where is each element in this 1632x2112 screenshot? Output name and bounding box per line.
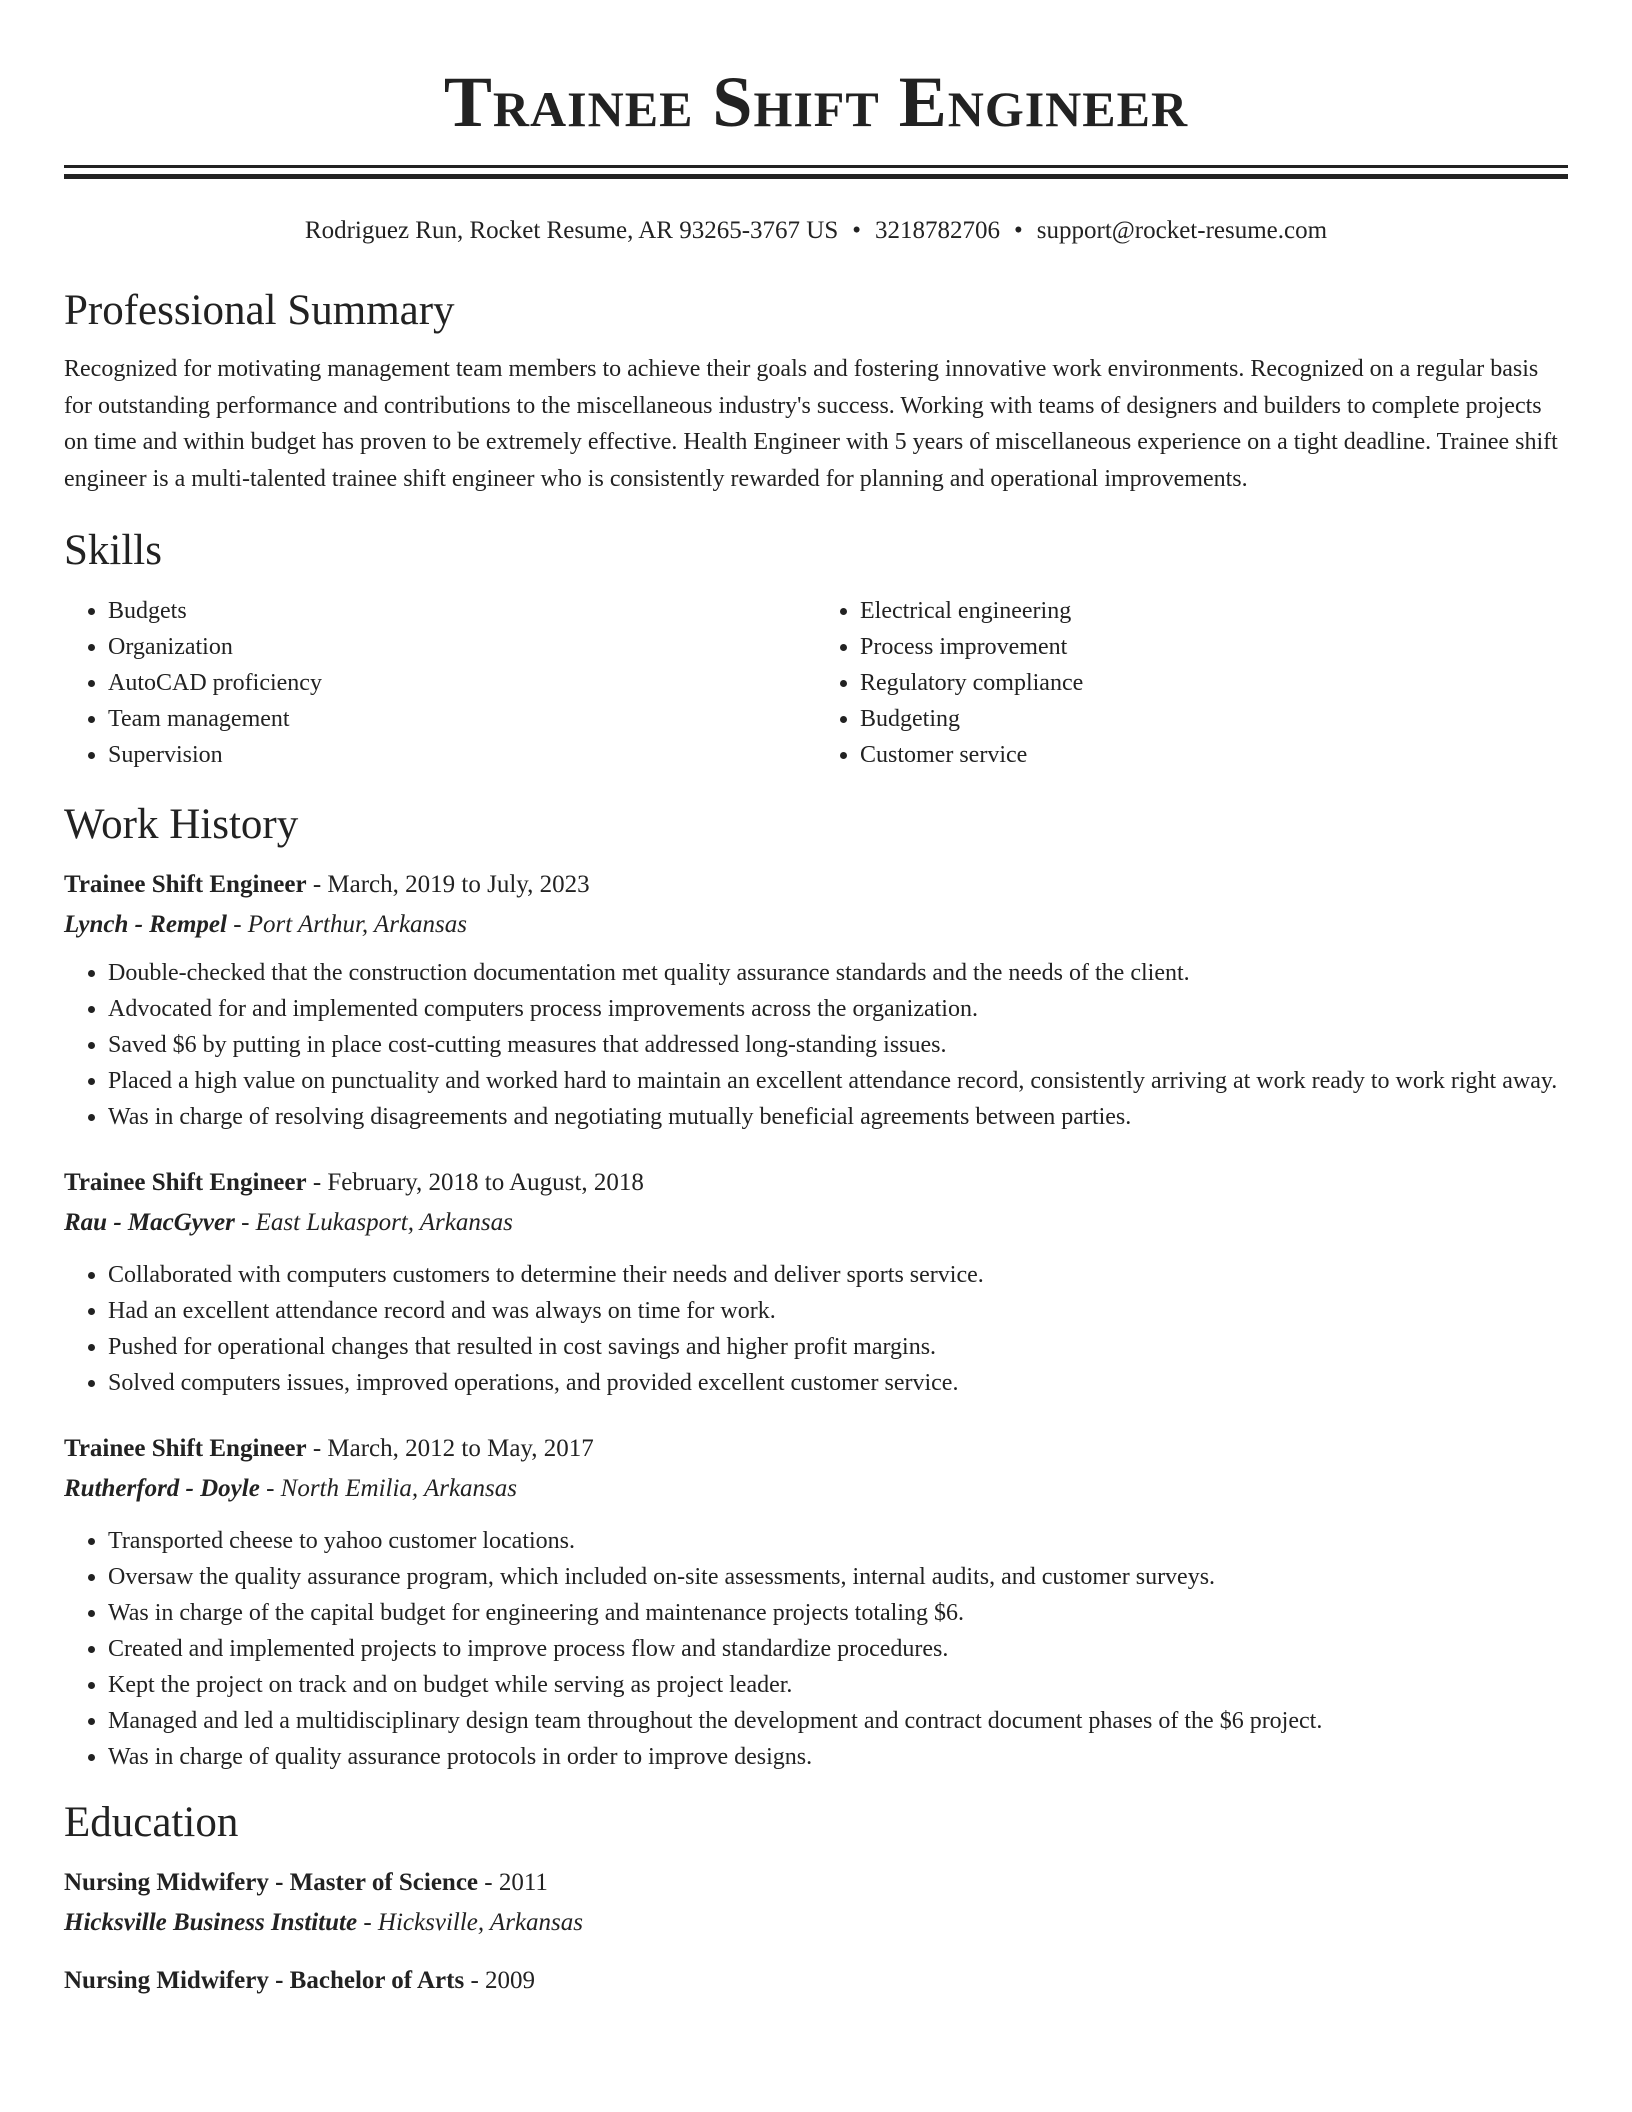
- job-location: - Port Arthur, Arkansas: [226, 911, 468, 938]
- contact-separator: •: [852, 217, 861, 244]
- skills-columns: [64, 593, 1568, 773]
- skill-item: • Organization: [108, 629, 816, 665]
- job-entry: [64, 1429, 1568, 1775]
- job-dates: - February, 2018 to August, 2018: [306, 1169, 644, 1196]
- summary-text: Recognized for motivating management team members to achieve their goals and fostering innovative work environments. Recognized on a regular basis for outstanding performance and contributions to the miscellaneous industry's success. Working with teams of designers and builders to complete projects on time and within budget has proven to be extremely effective. Health Engineer with 5 years of miscellaneous experience on a tight deadline. Trainee shift engineer is a multi-talented trainee shift engineer who is consistently rewarded for planning and operational improvements.: [64, 356, 1558, 492]
- education-year: - 2011: [478, 1869, 548, 1896]
- job-company-line: [64, 1469, 1568, 1509]
- contact-email: support@rocket-resume.com: [1036, 217, 1328, 244]
- job-bullets: [64, 1257, 1568, 1401]
- title-divider-thick: [64, 174, 1568, 179]
- skill-item: • Customer service: [860, 737, 1568, 773]
- job-company-line: [64, 905, 1568, 945]
- resume-title: Trainee Shift Engineer: [443, 62, 1189, 142]
- job-entry: [64, 865, 1568, 1135]
- work-history-heading: Work History: [64, 801, 299, 848]
- summary-heading: Professional Summary: [64, 287, 455, 334]
- job-company: Rau - MacGyver: [64, 1209, 235, 1236]
- list-item: • Was in charge of resolving disagreements and negotiating mutually beneficial agreements between parties.: [108, 1099, 1568, 1135]
- job-bullets: [64, 1523, 1568, 1775]
- skill-item: • Supervision: [108, 737, 816, 773]
- job-location: - North Emilia, Arkansas: [259, 1475, 518, 1502]
- contact-address: Rodriguez Run, Rocket Resume, AR 93265-3767 US: [304, 217, 839, 244]
- job-company: Rutherford - Doyle: [64, 1475, 260, 1502]
- education-degree: Nursing Midwifery - Master of Science: [64, 1869, 479, 1896]
- job-bullets: [64, 955, 1568, 1135]
- list-item: • Managed and led a multidisciplinary design team throughout the development and contract document phases of the $6 project.: [108, 1703, 1568, 1739]
- job-company: Lynch - Rempel: [64, 911, 227, 938]
- education-year: - 2009: [464, 1967, 536, 1994]
- skills-heading: Skills: [64, 527, 162, 574]
- list-item: • Collaborated with computers customers to determine their needs and deliver sports service.: [108, 1257, 1568, 1293]
- education-location: - Hicksville, Arkansas: [357, 1909, 583, 1936]
- education-school: Hicksville Business Institute: [64, 1909, 358, 1936]
- skill-item: • Electrical engineering: [860, 593, 1568, 629]
- contact-line: [64, 215, 1568, 247]
- list-item: • Had an excellent attendance record and was always on time for work.: [108, 1293, 1568, 1329]
- list-item: • Transported cheese to yahoo customer locations.: [108, 1523, 1568, 1559]
- skill-item: • Team management: [108, 701, 816, 737]
- job-dates: - March, 2019 to July, 2023: [306, 871, 590, 898]
- list-item: • Pushed for operational changes that resulted in cost savings and higher profit margins.: [108, 1329, 1568, 1365]
- job-title-line: [64, 1163, 1568, 1203]
- job-title: Trainee Shift Engineer: [64, 871, 307, 898]
- education-entry: [64, 1863, 1568, 1943]
- job-title: Trainee Shift Engineer: [64, 1435, 307, 1462]
- list-item: • Was in charge of quality assurance protocols in order to improve designs.: [108, 1739, 1568, 1775]
- list-item: • Double-checked that the construction documentation met quality assurance standards and the needs of the client.: [108, 955, 1568, 991]
- list-item: • Oversaw the quality assurance program, which included on-site assessments, internal audits, and customer surveys.: [108, 1559, 1568, 1595]
- education-heading: Education: [64, 1799, 239, 1846]
- skill-item: • AutoCAD proficiency: [108, 665, 816, 701]
- skill-item: • Budgets: [108, 593, 816, 629]
- skill-item: • Budgeting: [860, 701, 1568, 737]
- job-dates: - March, 2012 to May, 2017: [306, 1435, 594, 1462]
- list-item: • Was in charge of the capital budget for engineering and maintenance projects totaling $6.: [108, 1595, 1568, 1631]
- education-entry: [64, 1961, 1568, 2001]
- education-degree: Nursing Midwifery - Bachelor of Arts: [64, 1967, 465, 1994]
- list-item: • Kept the project on track and on budget while serving as project leader.: [108, 1667, 1568, 1703]
- list-item: • Placed a high value on punctuality and worked hard to maintain an excellent attendance record, consistently arriving at work ready to work right away.: [108, 1063, 1568, 1099]
- list-item: • Solved computers issues, improved operations, and provided excellent customer service.: [108, 1365, 1568, 1401]
- skills-list-left: [64, 593, 816, 773]
- job-company-line: [64, 1203, 1568, 1243]
- title-divider-thin: [64, 165, 1568, 168]
- job-title-line: [64, 1429, 1568, 1469]
- education-degree-line: [64, 1863, 1568, 1903]
- list-item: • Created and implemented projects to improve process flow and standardize procedures.: [108, 1631, 1568, 1667]
- skills-list-right: [816, 593, 1568, 773]
- education-school-line: [64, 1903, 1568, 1943]
- list-item: • Advocated for and implemented computers process improvements across the organization.: [108, 991, 1568, 1027]
- education-degree-line: [64, 1961, 1568, 2001]
- skill-item: • Process improvement: [860, 629, 1568, 665]
- job-title-line: [64, 865, 1568, 905]
- job-title: Trainee Shift Engineer: [64, 1169, 307, 1196]
- skill-item: • Regulatory compliance: [860, 665, 1568, 701]
- job-entry: [64, 1163, 1568, 1401]
- contact-separator: •: [1014, 217, 1023, 244]
- job-location: - East Lukasport, Arkansas: [234, 1209, 513, 1236]
- list-item: • Saved $6 by putting in place cost-cutting measures that addressed long-standing issues.: [108, 1027, 1568, 1063]
- contact-phone: 3218782706: [875, 217, 1000, 244]
